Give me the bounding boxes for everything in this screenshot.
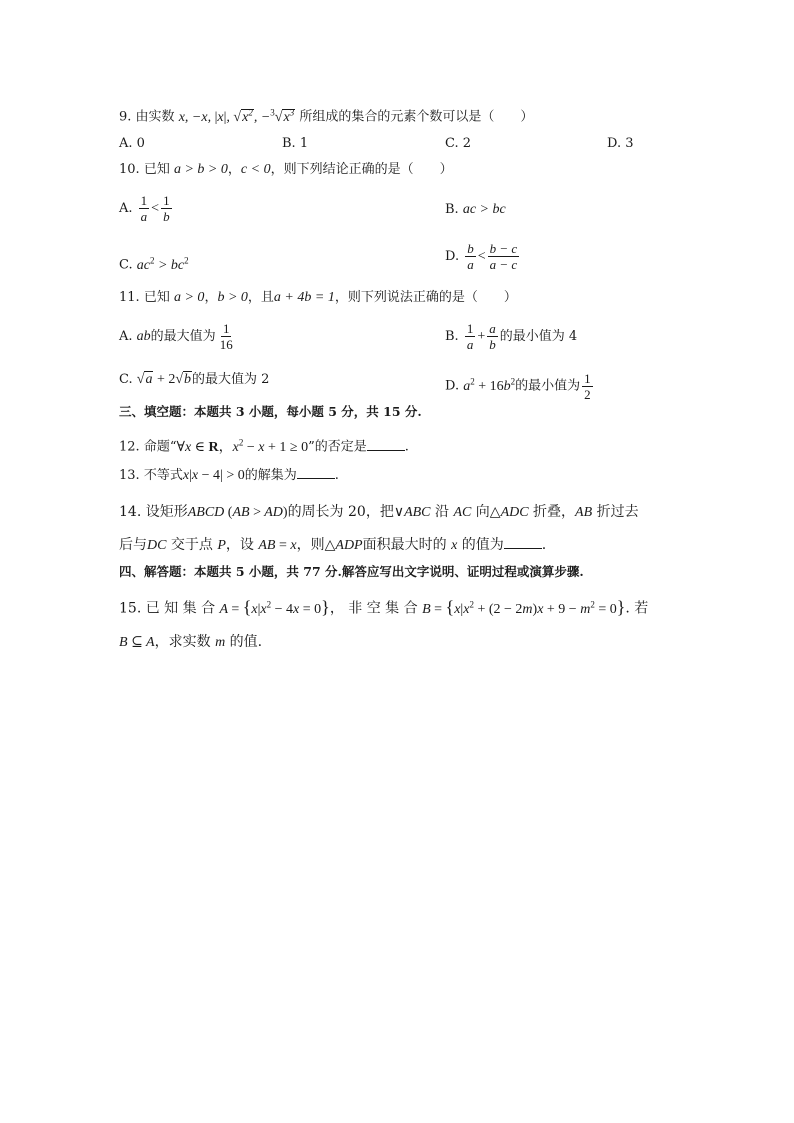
math-expression: m: [215, 635, 226, 650]
option-c: C. 2: [445, 136, 472, 151]
option-d: [445, 364, 595, 404]
fraction: $\frac{1}{a}$: [140, 193, 148, 224]
question-10: [119, 160, 453, 180]
math-condition: a > b > 0: [173, 162, 228, 177]
section-heading: 四、解答题：本题共 5 小题，共 77 分.解答应写出文字说明、证明过程或演算步骤.: [119, 564, 584, 579]
math-expression: B ⊆ A: [119, 635, 155, 650]
fraction: $\frac{1}{2}$: [584, 370, 591, 402]
option-text: 的最小值为 4: [499, 329, 578, 344]
option-text: 的最大值为: [150, 329, 216, 344]
question-stem: 折叠，: [533, 504, 576, 520]
math-expression: △ADC: [489, 505, 529, 520]
math-condition: b > 0: [217, 290, 248, 305]
option-label: A.: [119, 329, 133, 344]
math-expression: P: [217, 538, 226, 553]
answer-blank[interactable]: [367, 436, 405, 451]
question-stem: ， 非 空 集 合: [329, 600, 418, 617]
option-a: [119, 320, 237, 354]
fraction: $\frac{1}{16}$: [219, 321, 233, 352]
option-d: D. 3: [607, 136, 634, 151]
option-label: C.: [119, 257, 133, 273]
question-13: [119, 464, 339, 486]
question-stem: 后与: [119, 537, 147, 553]
question-11: 11. 已知 a > 0，b > 0，且a + 4b = 1，则下列说法正确的是（ ）: [119, 290, 517, 305]
option-a: A. $\frac{1}{a}$ < $\frac{1}{b}$: [119, 193, 170, 224]
question-number: 15.: [119, 600, 142, 617]
option-label: B.: [445, 202, 459, 217]
question-stem: ，则下列说法正确的是（ ）: [334, 290, 517, 305]
question-stem: 的值为: [461, 537, 504, 553]
math-expression: x|x − 4| > 0: [182, 468, 245, 483]
question-stem: 已知: [143, 162, 170, 177]
question-stem: ，则下列结论正确的是（ ）: [270, 162, 453, 177]
answer-blank[interactable]: [504, 534, 542, 549]
math-expression: ∨ABC: [393, 505, 431, 520]
question-stem: . 若: [625, 600, 649, 617]
math-expression: DC: [147, 538, 167, 553]
math-condition: a > 0: [173, 290, 205, 305]
fraction: $\frac{b - c}{a - c}$: [489, 241, 518, 272]
question-number: 10.: [119, 162, 140, 177]
question-stem: 向: [475, 504, 490, 520]
option-label: B.: [445, 329, 459, 344]
math-expression: x: [451, 538, 458, 553]
question-number: 9.: [119, 109, 132, 125]
question-stem: ，则: [296, 537, 325, 553]
math-expression: AB: [575, 505, 593, 520]
option-label: D.: [445, 378, 460, 394]
math-expression: $a^2 + 16b^2$: [463, 376, 516, 394]
fraction: $\frac{a}{b}$: [489, 321, 496, 352]
option-d: D. $\frac{b}{a}$ < $\frac{b - c}{a - c}$: [445, 241, 518, 272]
period: .: [541, 537, 547, 553]
question-stem: 面积最大时的: [362, 537, 447, 553]
question-stem: ”的否定是: [308, 439, 367, 455]
option-b: B. $\frac{1}{a}$ + $\frac{a}{b}$ 的最小值为 4: [445, 321, 578, 352]
question-15-line-2: [119, 632, 262, 653]
section-heading: 三、填空题：本题共 3 小题，每小题 5 分，共 15 分.: [119, 404, 422, 419]
option-b: [445, 200, 506, 220]
question-number: 11.: [119, 290, 140, 305]
math-expression: ABCD (AB > AD): [187, 505, 288, 520]
question-stem: 的值.: [229, 634, 263, 650]
math-expression: AC: [453, 505, 472, 520]
question-12: [119, 432, 409, 458]
question-stem: 沿: [434, 504, 449, 520]
math-expression: x, −x, |x|, $√x^2$, $-^3√x^3$: [178, 107, 295, 125]
question-stem: 交于点: [170, 537, 213, 553]
fraction: $\frac{1}{b}$: [163, 193, 170, 224]
option-c: [119, 370, 269, 390]
question-9: [119, 102, 533, 128]
question-stem: 所组成的集合的元素个数可以是（ ）: [299, 109, 534, 125]
question-stem: 折过去: [596, 504, 639, 520]
math-set-b: $B = \{x|x^2 + (2 - 2m)x + 9 - m^2 = 0\}$: [422, 596, 626, 617]
option-label: A.: [119, 201, 133, 216]
question-number: 12.: [119, 439, 140, 455]
question-15-line-1: [119, 594, 648, 620]
question-stem: 由实数: [135, 109, 175, 125]
conjunction: ，且: [247, 290, 274, 305]
answer-blank[interactable]: [297, 464, 335, 479]
option-text: 的最小值为: [515, 378, 581, 394]
math-expression: ab: [136, 329, 151, 344]
option-a: A. 0: [119, 136, 145, 151]
math-expression: AB = x: [258, 538, 297, 553]
question-14-line-2: [119, 534, 546, 556]
question-stem: ，设: [225, 537, 254, 553]
question-stem: 的解集为: [244, 468, 297, 483]
math-expression: ∀x ∈ R，$x^2 - x + 1 \ge 0$: [176, 437, 309, 455]
period: .: [334, 468, 339, 483]
question-stem: 已知: [143, 290, 170, 305]
fraction: $\frac{b}{a}$: [467, 241, 474, 272]
math-expression: $ac^2 > bc^2$: [136, 255, 189, 273]
math-condition: a + 4b = 1: [273, 290, 335, 305]
fraction: $\frac{1}{a}$: [466, 321, 474, 352]
option-text: 的最大值为 2: [192, 372, 270, 387]
math-condition: c < 0: [240, 162, 271, 177]
option-label: C.: [119, 372, 133, 387]
math-set-a: $A = \{x|x^2 - 4x = 0\}$: [219, 596, 330, 617]
math-expression: ac > bc: [462, 202, 506, 217]
question-stem: 命题“: [143, 439, 177, 455]
question-stem: 已 知 集 合: [145, 600, 216, 617]
question-14-line-1: [119, 502, 639, 523]
question-stem: 不等式: [143, 468, 183, 483]
option-label: D.: [445, 249, 460, 264]
period: .: [404, 439, 409, 455]
question-stem: 设矩形: [145, 504, 188, 520]
question-number: 14.: [119, 504, 142, 520]
question-stem: ，求实数: [154, 634, 211, 650]
separator: ，: [227, 162, 241, 177]
math-expression: √a + 2√b: [136, 372, 192, 387]
question-stem: 的周长为 20，把: [287, 504, 394, 520]
question-number: 13.: [119, 468, 140, 483]
math-expression: △ADP: [324, 538, 363, 553]
option-c: [119, 250, 189, 276]
option-b: B. 1: [282, 136, 309, 151]
